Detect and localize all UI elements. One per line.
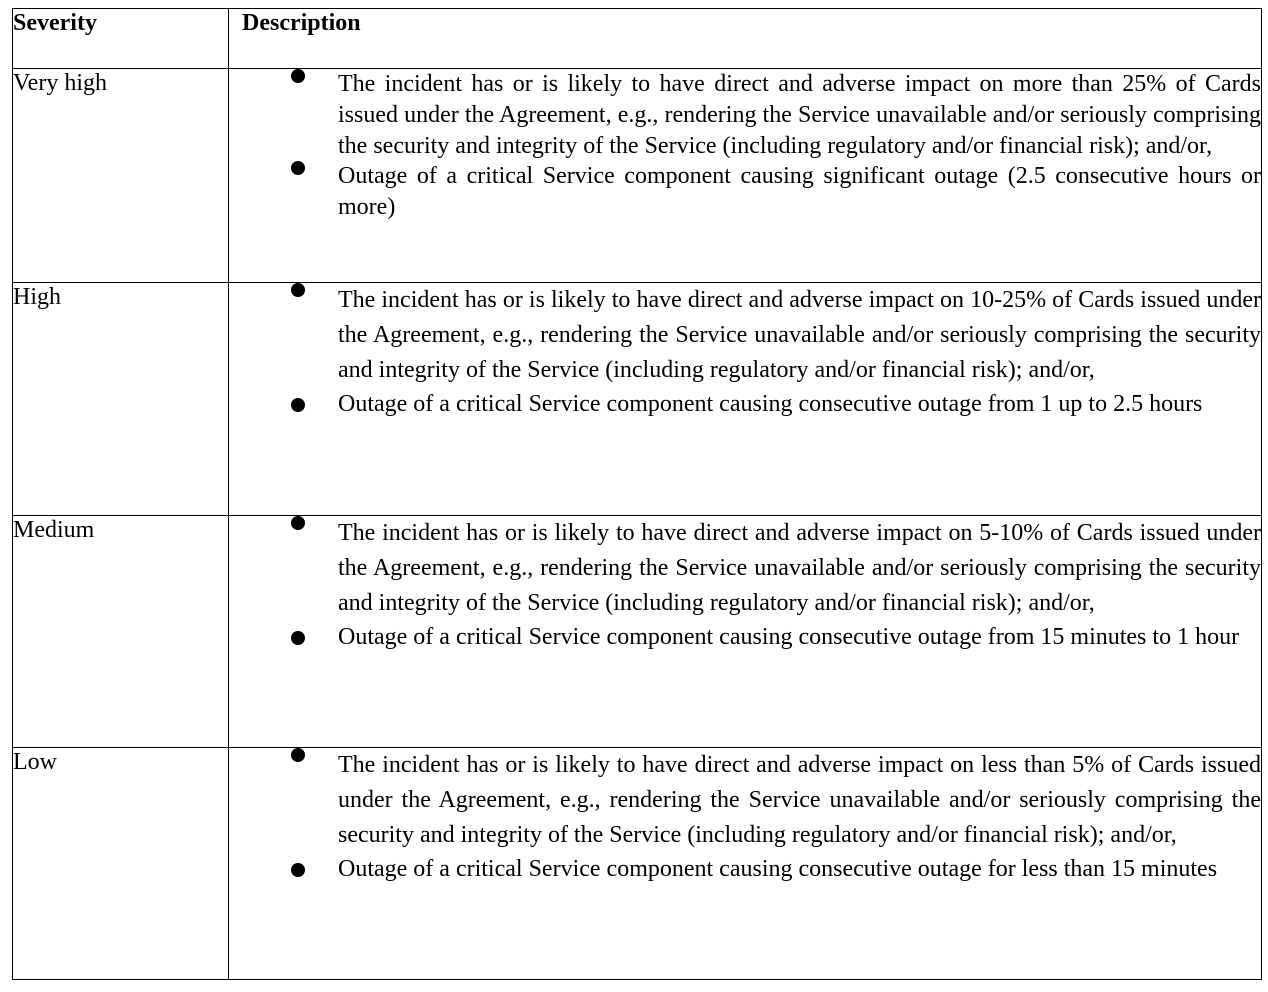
list-item — [229, 69, 1261, 161]
bullet-icon — [291, 631, 305, 645]
header-severity: Severity — [13, 9, 229, 69]
list-item-text: The incident has or is likely to have direct and adverse impact on 10-25% of Cards issued under the Agreement, e.g., rendering the Service unavailable and/or seriously comprising the security and integrity of the Service (including regulatory and/or financial risk); and/or, — [338, 287, 1261, 384]
list-item — [229, 516, 1261, 622]
list-item — [229, 389, 1261, 420]
bullet-icon — [291, 283, 305, 297]
bullet-icon — [291, 863, 305, 877]
bullet-icon — [291, 398, 305, 412]
severity-cell: Medium — [13, 516, 229, 748]
bullet-icon — [291, 748, 305, 762]
description-cell — [229, 516, 1262, 748]
description-cell — [229, 283, 1262, 516]
bullet-icon — [291, 69, 305, 83]
list-item-text: Outage of a critical Service component causing consecutive outage from 1 up to 2.5 hours — [338, 390, 1203, 417]
description-cell — [229, 748, 1262, 980]
bullet-list — [229, 69, 1261, 223]
list-item — [229, 748, 1261, 854]
list-item-text: Outage of a critical Service component causing significant outage (2.5 consecutive hours or more) — [338, 163, 1261, 221]
bullet-list — [229, 283, 1261, 420]
severity-table — [12, 8, 1262, 980]
list-item — [229, 283, 1261, 389]
table-row-medium — [13, 516, 1262, 748]
bullet-icon — [291, 516, 305, 530]
severity-cell: Low — [13, 748, 229, 980]
list-item-text: The incident has or is likely to have direct and adverse impact on 5-10% of Cards issued under the Agreement, e.g., rendering the Service unavailable and/or seriously comprising the security and integrity of the Service (including regulatory and/or financial risk); and/or, — [338, 520, 1261, 617]
list-item-text: Outage of a critical Service component causing consecutive outage from 15 minutes to 1 hour — [338, 623, 1240, 650]
list-item-text: The incident has or is likely to have direct and adverse impact on more than 25% of Cards issued under the Agreement, e.g., rendering the Service unavailable and/or seriously comprising the security and integrity of the Service (including regulatory and/or financial risk); and/or, — [338, 71, 1261, 159]
list-item — [229, 161, 1261, 223]
table-row-very-high — [13, 69, 1262, 283]
description-cell — [229, 69, 1262, 283]
list-item-text: The incident has or is likely to have direct and adverse impact on less than 5% of Cards issued under the Agreement, e.g., rendering the Service unavailable and/or seriously comprising the security and integrity of the Service (including regulatory and/or financial risk); and/or, — [338, 752, 1261, 849]
list-item — [229, 854, 1261, 885]
header-description: Description — [229, 9, 1262, 69]
bullet-list — [229, 516, 1261, 653]
bullet-list — [229, 748, 1261, 885]
bullet-icon — [291, 161, 305, 175]
header-row — [13, 9, 1262, 69]
severity-cell: High — [13, 283, 229, 516]
list-item-text: Outage of a critical Service component causing consecutive outage for less than 15 minutes — [338, 855, 1218, 882]
table-row-low — [13, 748, 1262, 980]
table-row-high — [13, 283, 1262, 516]
list-item — [229, 622, 1261, 653]
severity-cell: Very high — [13, 69, 229, 283]
